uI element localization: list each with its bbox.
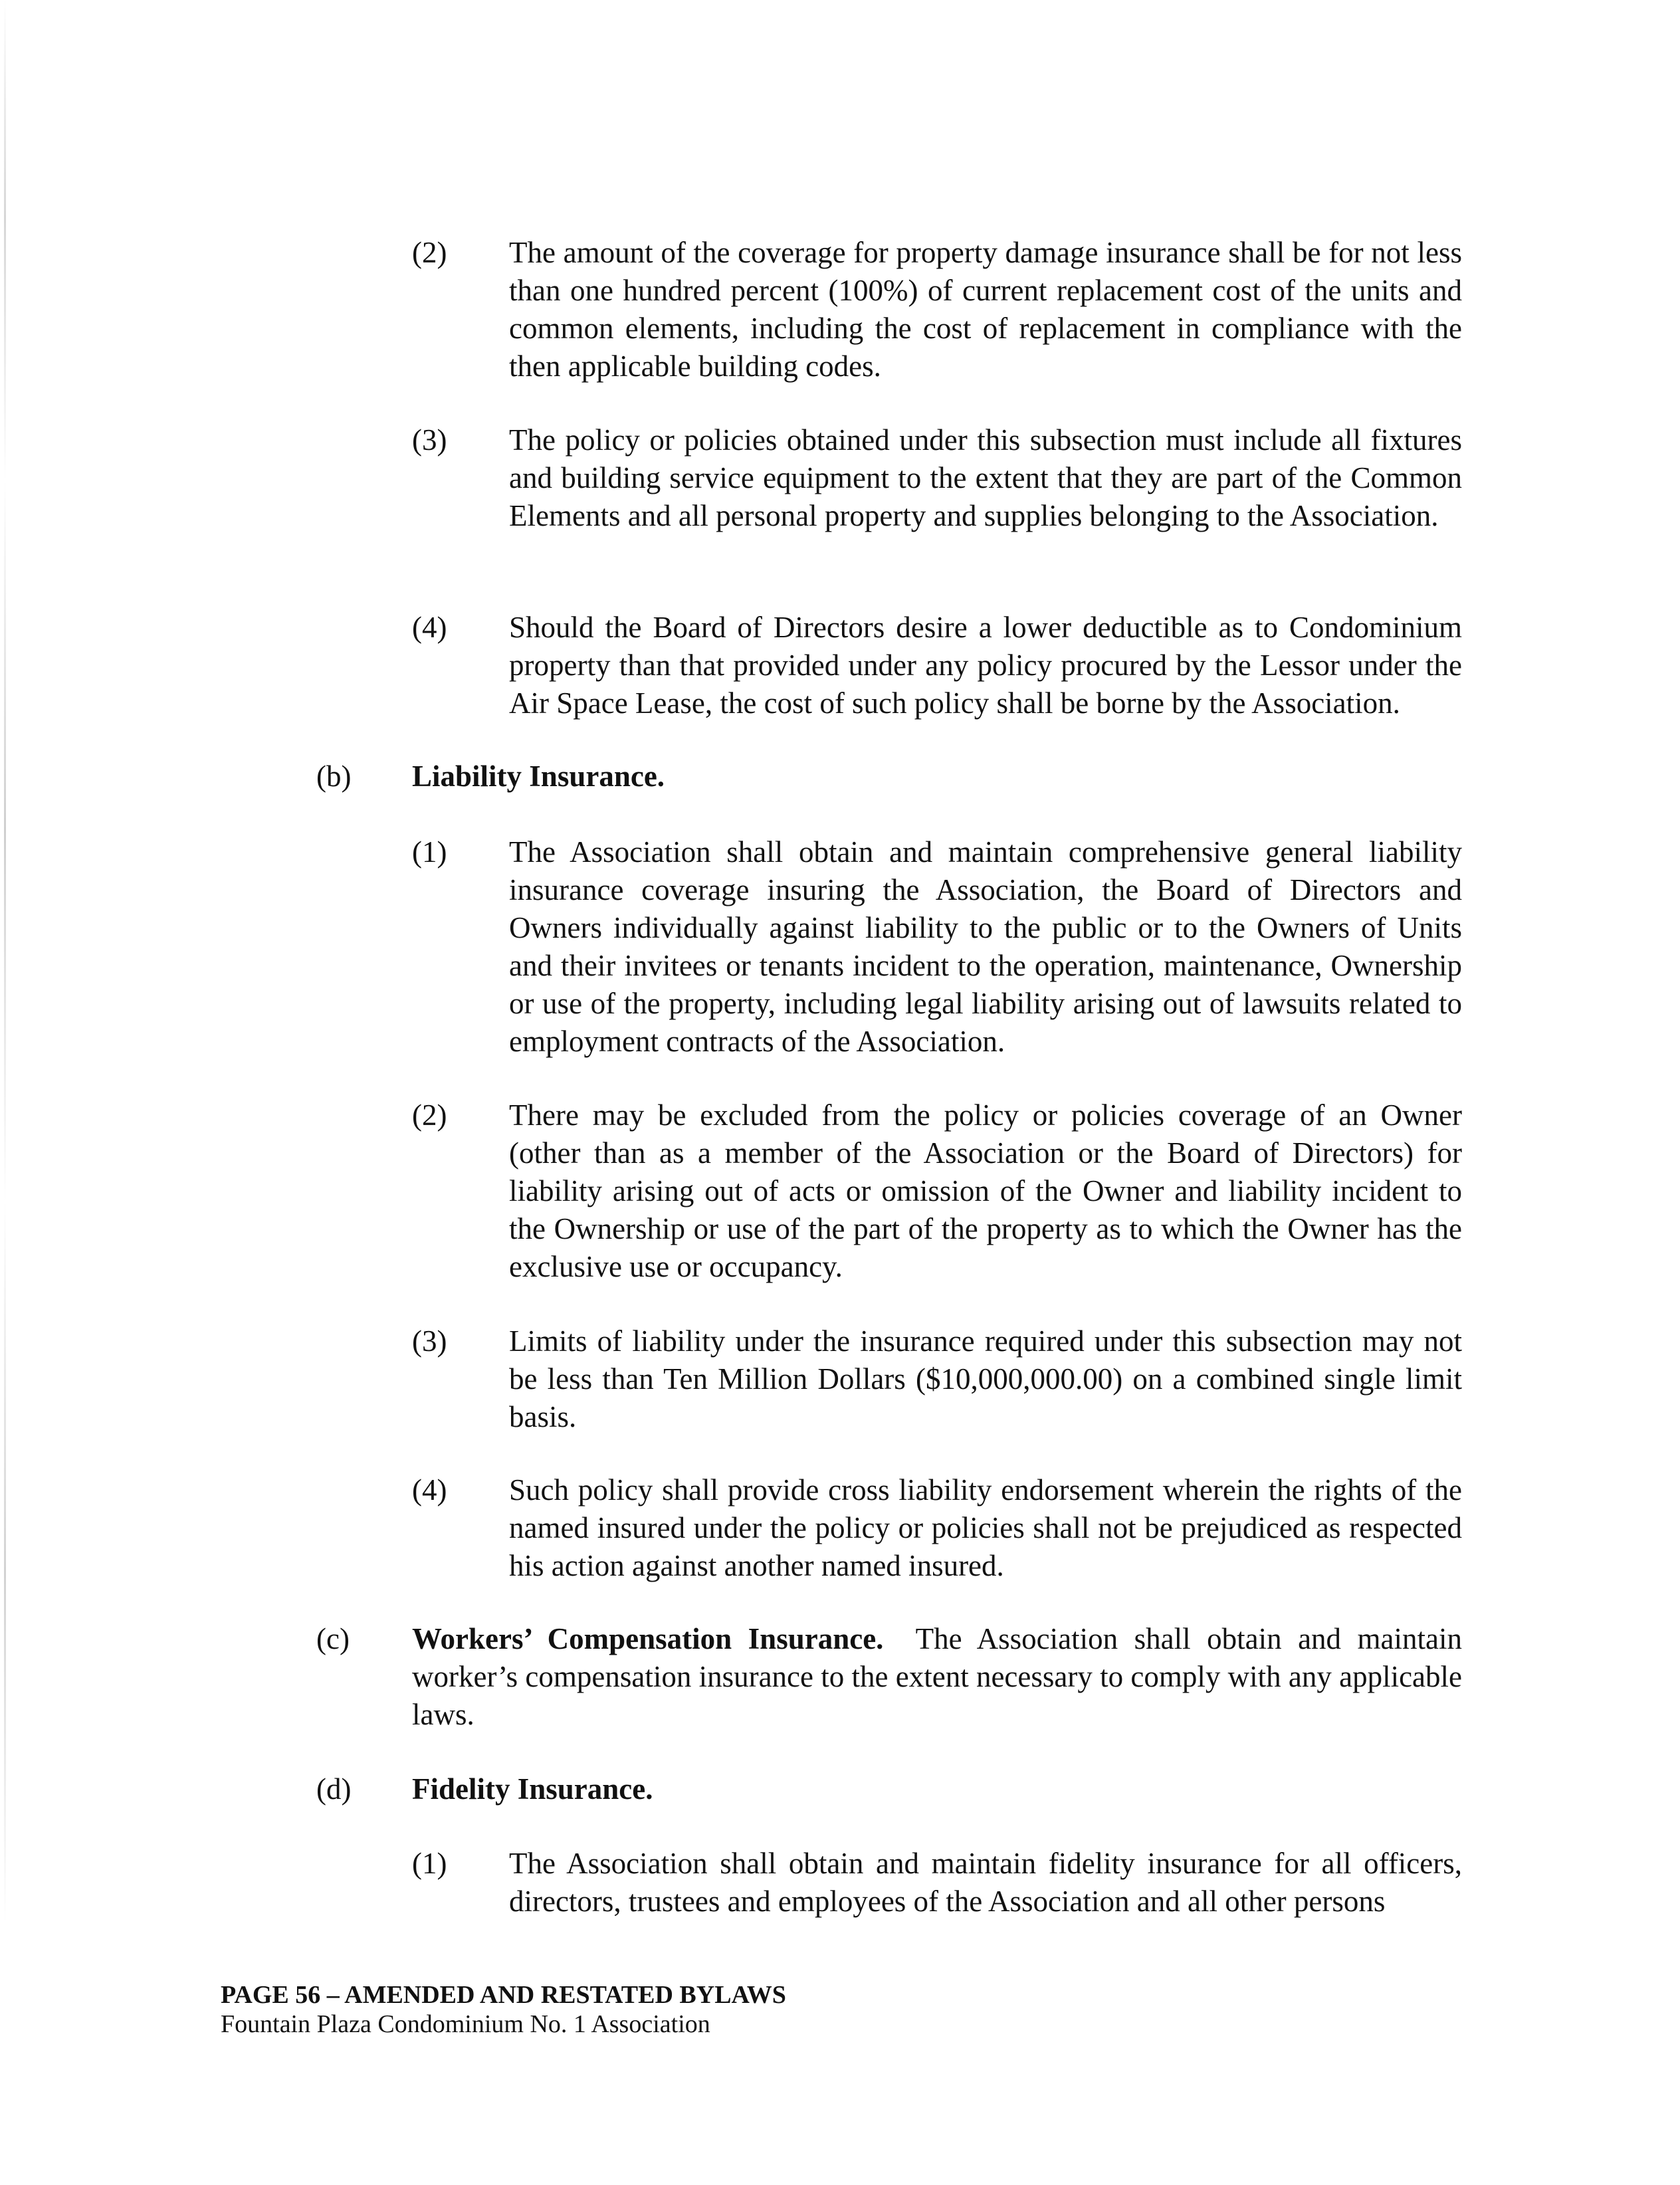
item-text: Should the Board of Directors desire a lower deductible as to Condominium property than that provided under any policy procured by the Lessor under the Air Space Lease, the cost of such policy shall be borne by the Association. (509, 611, 1462, 720)
section-d (316, 1770, 1462, 1808)
liability-item-2 (412, 1096, 1462, 1286)
section-letter: (d) (316, 1772, 352, 1806)
liability-item-3 (412, 1322, 1462, 1436)
item-text: There may be excluded from the policy or policies coverage of an Owner (other than as a member of the Association or the Board of Directors) for liability arising out of acts or omission of the Owner and liability incident to the Ownership or use of the part of the property as to which the Owner has the exclusive use or occupancy. (509, 1098, 1462, 1283)
liability-item-4 (412, 1471, 1462, 1585)
item-number: (3) (412, 423, 447, 457)
liability-item-1 (412, 833, 1462, 1061)
property-item-4 (412, 609, 1462, 722)
fidelity-item-1 (412, 1845, 1462, 1921)
item-number: (4) (412, 1473, 447, 1507)
item-number: (2) (412, 236, 447, 269)
property-item-2 (412, 234, 1462, 385)
section-text: The Association shall obtain and maintain worker’s compensation insurance to the extent necessary to comply with any applicable laws. (412, 1622, 1463, 1731)
section-heading: Fidelity Insurance. (412, 1772, 653, 1806)
section-heading: Liability Insurance. (412, 760, 665, 793)
item-number: (1) (412, 1847, 447, 1880)
item-number: (3) (412, 1324, 447, 1358)
item-number: (2) (412, 1098, 447, 1132)
page-footer (221, 1980, 1151, 2039)
item-text: Limits of liability under the insurance required under this subsection may not be less than Ten Million Dollars ($10,000,000.00) on a combined single limit basis. (509, 1324, 1462, 1433)
section-c (316, 1620, 1462, 1734)
section-letter: (c) (316, 1622, 350, 1655)
item-text: The amount of the coverage for property damage insurance shall be for not less than one hundred percent (100%) of current replacement cost of the units and common elements, including the cost of replacement in compliance with the then applicable building codes. (509, 236, 1462, 383)
item-number: (4) (412, 611, 447, 644)
section-letter: (b) (316, 760, 352, 793)
item-text: The Association shall obtain and maintain comprehensive general liability insurance coverage insuring the Association, the Board of Directors and Owners individually against liability to the public or to the Owners of Units and their invitees or tenants incident to the operation, maintenance, Ownership or use of the property, including legal liability arising out of lawsuits related to employment contracts of the Association. (509, 835, 1462, 1058)
item-text: Such policy shall provide cross liability endorsement wherein the rights of the named insured under the policy or policies shall not be prejudiced as respected his action against another named insured. (509, 1473, 1462, 1582)
footer-association-name: Fountain Plaza Condominium No. 1 Association (221, 2010, 710, 2038)
section-b (316, 758, 1462, 795)
item-text: The Association shall obtain and maintain fidelity insurance for all officers, directors, trustees and employees of the Association and all other persons (509, 1847, 1462, 1918)
footer-page-label: PAGE 56 – AMENDED AND RESTATED BYLAWS (221, 1981, 786, 2009)
property-item-3 (412, 421, 1462, 535)
scan-edge-line (4, 0, 6, 2185)
item-text: The policy or policies obtained under this subsection must include all fixtures and building service equipment to the extent that they are part of the Common Elements and all personal property and supplies belonging to the Association. (509, 423, 1462, 532)
item-number: (1) (412, 835, 447, 869)
section-heading: Workers’ Compensation Insurance. (412, 1622, 884, 1655)
